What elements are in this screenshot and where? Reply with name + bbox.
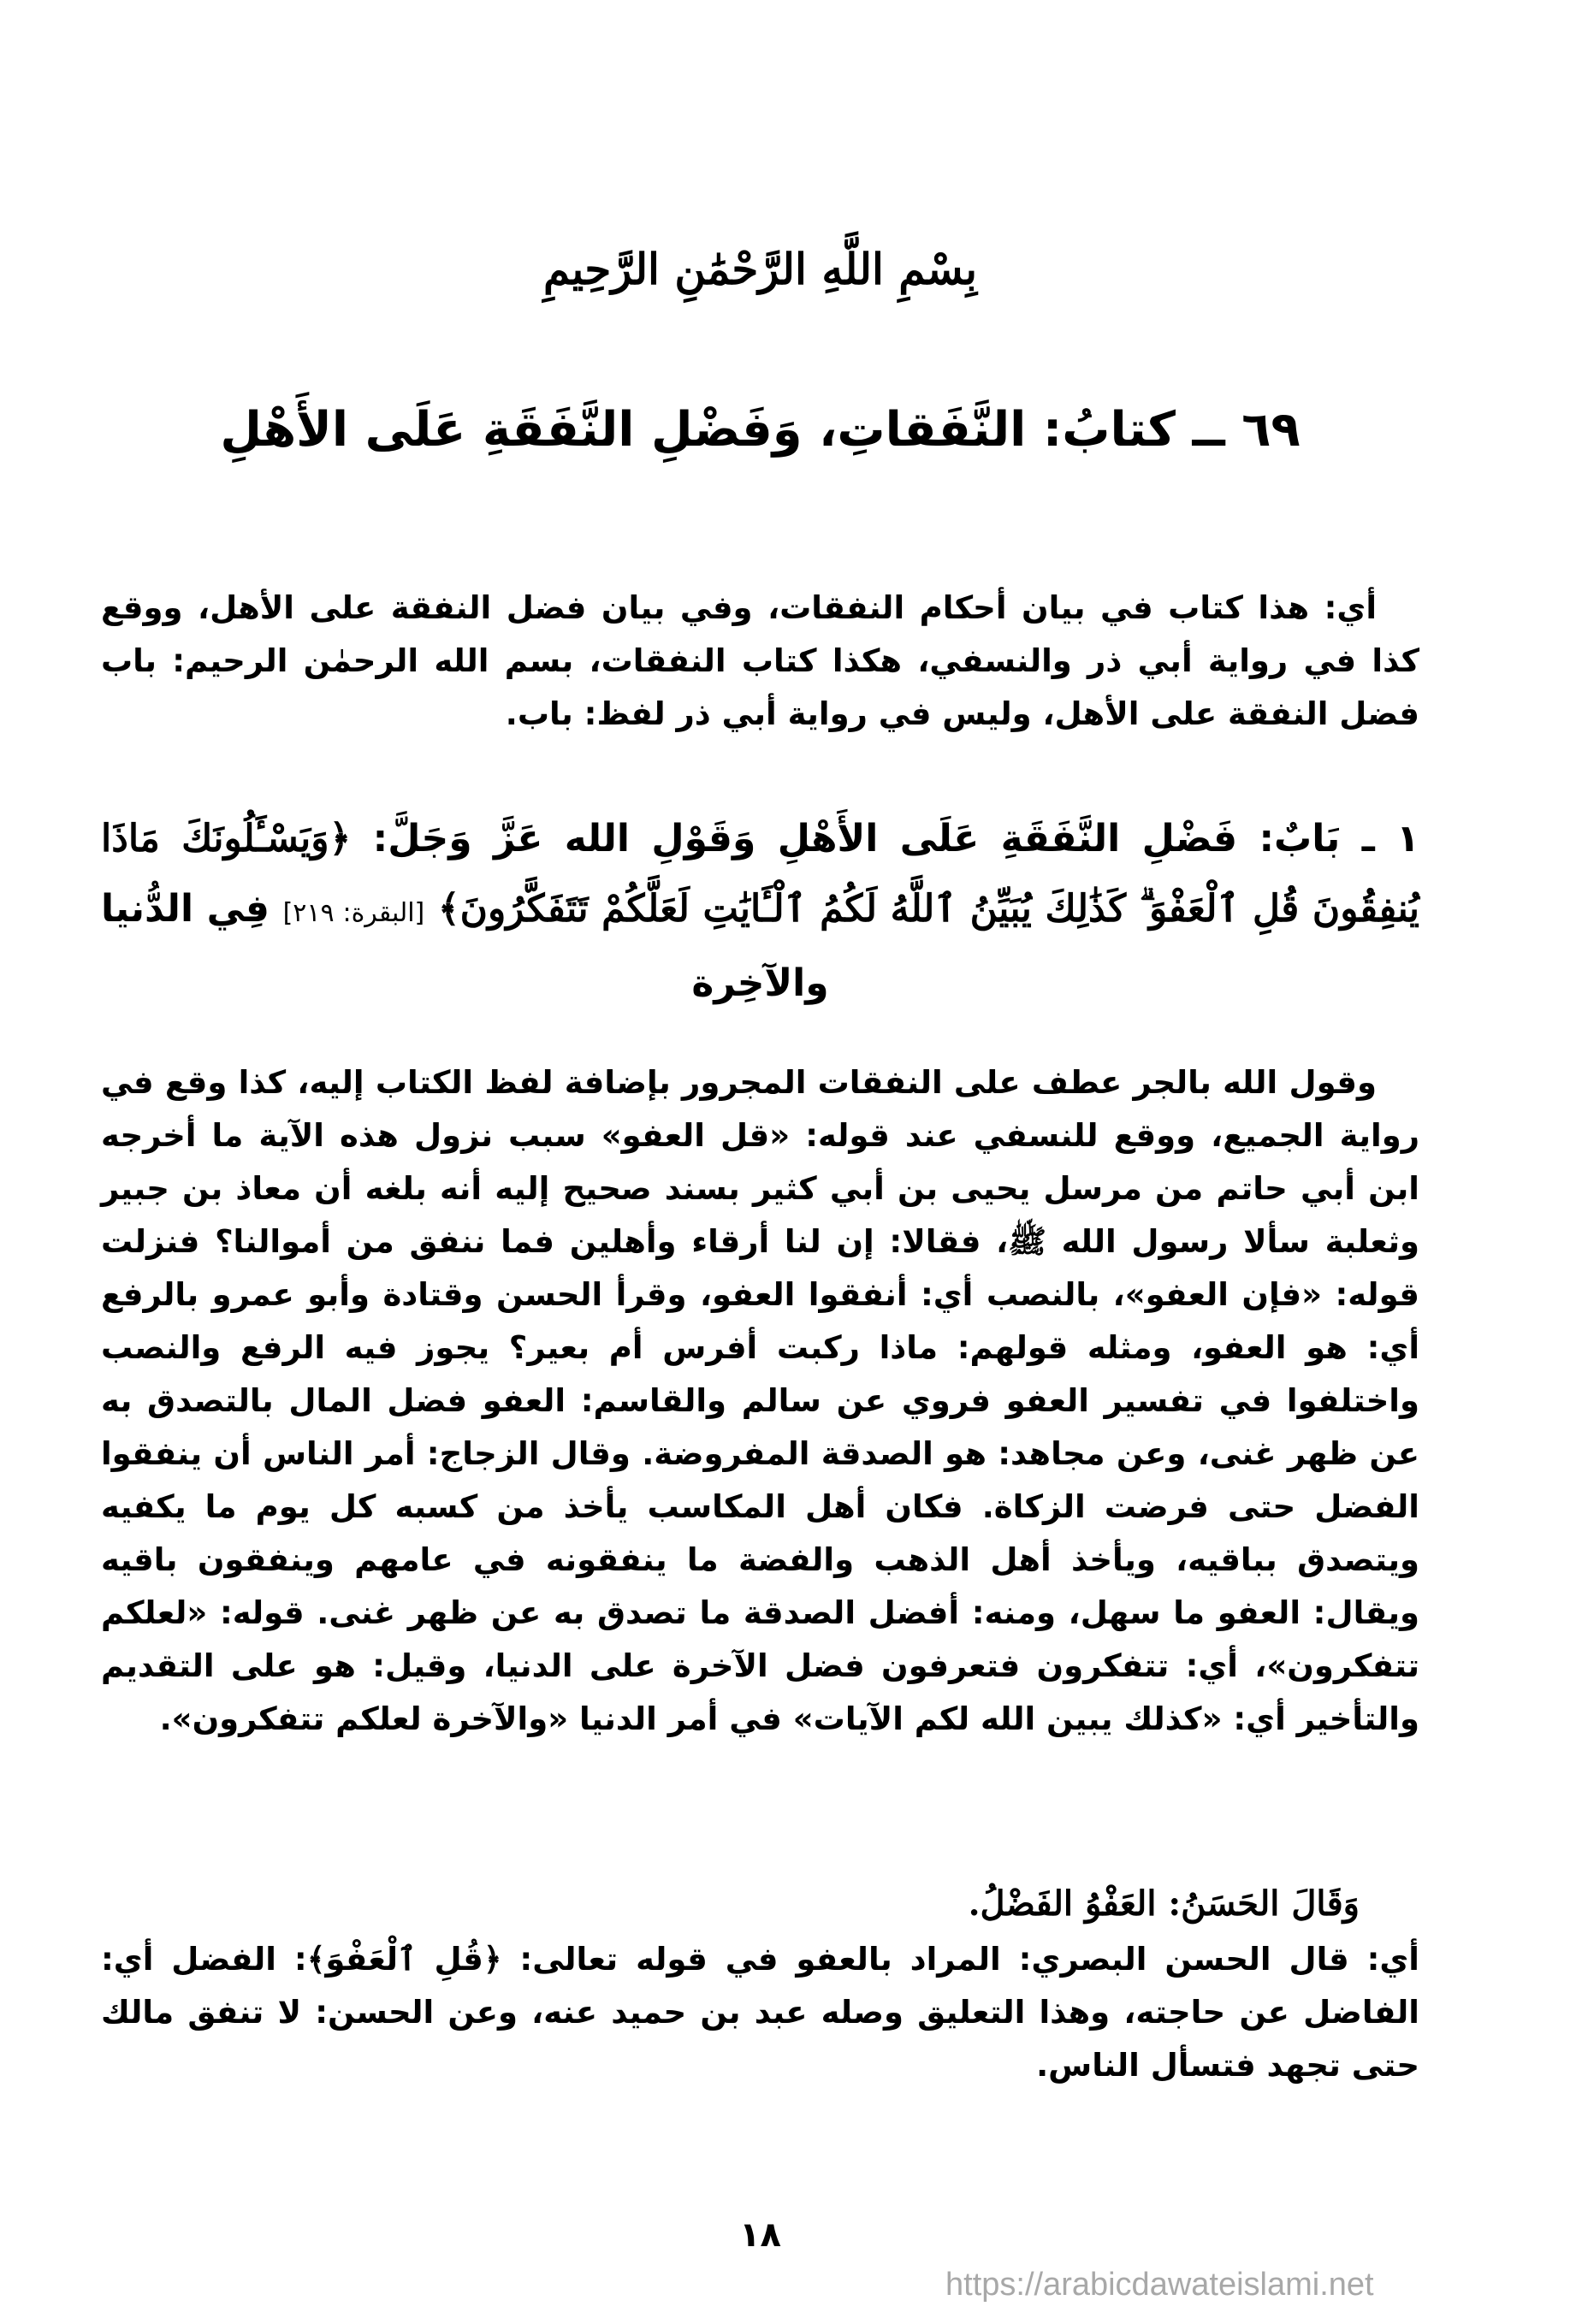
bab-heading-suffix: فِي الدُّنيا والآخِرة	[101, 887, 829, 1005]
quran-verse: ﴿وَيَسْـَٔلُونَكَ مَاذَا يُنفِقُونَ قُلِ ٱلْعَفْوَ ۗ كَذَٰلِكَ يُبَيِّنُ ٱللَّهُ لَكُمُ ٱلْـَٔايَٰتِ لَعَلَّكُمْ تَتَفَكَّرُونَ﴾	[101, 817, 1419, 931]
book-title: ٦٩ ــ كتابُ: النَّفَقاتِ، وَفَضْلِ النَّفَقَةِ عَلَى الأَهْلِ	[220, 402, 1301, 458]
basmala: بِسْمِ اللَّهِ الرَّحْمَٰنِ الرَّحِيمِ	[542, 244, 978, 294]
intro-section	[101, 582, 1419, 741]
after-section	[101, 1933, 1419, 2092]
verse-reference: [البقرة: ٢١٩]	[282, 898, 425, 928]
bab-heading	[101, 804, 1419, 1019]
bab-heading-prefix: ١ ـ بَابٌ: فَضْلِ النَّفَقَةِ عَلَى الأَهْلِ وَقَوْلِ الله عَزَّ وَجَلَّ:	[372, 817, 1419, 860]
intro-paragraph: أي: هذا كتاب في بيان أحكام النفقات، وفي بيان فضل النفقة على الأهل، ووقع كذا في رواية أبي ذر والنسفي، هكذا كتاب النفقات، بسم الله الرحمٰن الرحيم: باب فضل النفقة على الأهل، وليس في رواية أبي ذر لفظ: باب.	[101, 589, 1419, 732]
commentary-paragraph: وقول الله بالجر عطف على النفقات المجرور بإضافة لفظ الكتاب إليه، كذا وقع في رواية الجميع، ووقع للنسفي عند قوله: «قل العفو» سبب نزول هذه الآية ما أخرجه ابن أبي حاتم من مرسل يحيى بن أبي كثير بسند صحيح إليه أنه بلغه أن معاذ بن جبير وثعلبة سألا رسول الله ﷺ، فقالا: إن لنا أرقاء وأهلين فما ننفق من أموالنا؟ فنزلت قوله: «فإن العفو»، بالنصب أي: أنفقوا العفو، وقرأ الحسن وقتادة وأبو عمرو بالرفع أي: هو العفو، ومثله قولهم: ماذا ركبت أفرس أم بعير؟ يجوز فيه الرفع والنصب واختلفوا في تفسير العفو فروي عن سالم والقاسم: العفو فضل المال بالتصدق به عن ظهر غنى، وعن مجاهد: هو الصدقة المفروضة. وقال الزجاج: أمر الناس أن ينفقوا الفضل حتى فرضت الزكاة. فكان أهل المكاسب يأخذ من كسبه كل يوم ما يكفيه ويتصدق بباقيه، ويأخذ أهل الذهب والفضة ما ينفقونه في عامهم وينفقون باقيه ويقال: العفو ما سهل، ومنه: أفضل الصدقة ما تصدق به عن ظهر غنى. قوله: «لعلكم تتفكرون»، أي: تتفكرون فتعرفون فضل الآخرة على الدنيا، وقيل: هو على التقديم والتأخير أي: «كذلك يبين الله لكم الآيات» في أمر الدنيا «والآخرة لعلكم تتفكرون».	[101, 1064, 1419, 1737]
watermark-url: https://arabicdawateislami.net	[945, 2267, 1374, 2303]
commentary-section	[101, 1056, 1419, 1746]
hasan-quote: وَقَالَ الحَسَنُ: العَفْوُ الفَضْلُ.	[968, 1883, 1360, 1924]
after-paragraph: أي: قال الحسن البصري: المراد بالعفو في قوله تعالى: ﴿قُلِ ٱلْعَفْوَ﴾: الفضل أي: الفاضل عن حاجته، وهذا التعليق وصله عبد بن حميد عنه، وعن الحسن: لا تنفق مالك حتى تجهد فتسأل الناس.	[101, 1941, 1419, 2084]
document-page	[101, 0, 1419, 2324]
page-number: ١٨	[739, 2215, 781, 2255]
